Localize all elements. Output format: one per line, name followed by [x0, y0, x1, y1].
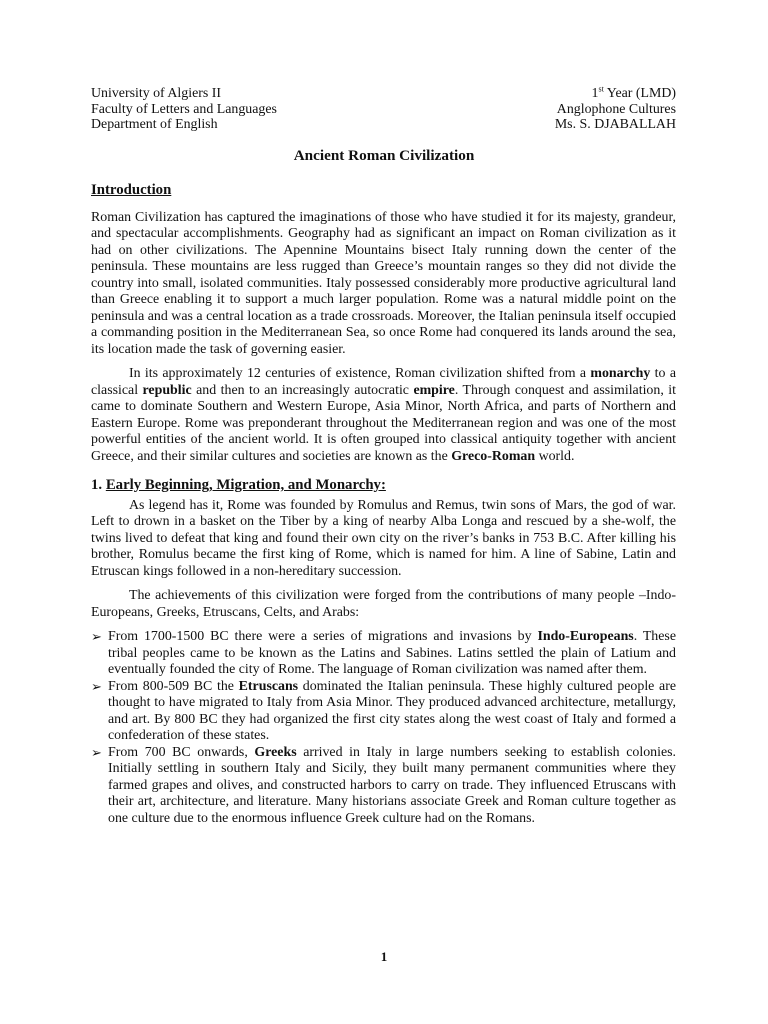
arrow-bullet-icon: ➢: [91, 744, 102, 760]
department-name: Department of English: [91, 117, 218, 132]
page-number: 1: [380, 949, 388, 964]
list-item: [91, 629, 676, 679]
bold-term: monarchy: [590, 366, 651, 381]
year-label: [592, 86, 676, 102]
section-1-paragraph-2: The achievements of this civilization were forged from the contributions of many people –Indo-Europeans, Greeks, Etruscans, Celts, and Arabs:: [91, 588, 676, 620]
text-run: From 1700-1500 BC there were a series of migrations and invasions by: [108, 629, 538, 644]
text-run: dominated the Italian peninsula. These highly cultured people are thought to have migrated to Italy from Asia Minor. They produced advanced architecture, metallurgy, and art. By 800 BC they had organized the first city states along the west coast of Italy and formed a confederation of these states.: [108, 678, 676, 743]
bold-term: Greco-Roman: [451, 448, 536, 464]
text-run: arrived in Italy in large numbers seeking to establish colonies. Initially settling in southern Italy and Sicily, they built many permanent communities where they farmed grapes and olives, and constructed harbors to carry on trade. They influenced Etruscans with their art, architecture, and literature. Many historians associate Greek and Roman culture together as one culture due to the enormous influence Greek culture had on the Romans.: [108, 744, 676, 826]
text-run: and then to an increasingly autocratic: [191, 382, 414, 398]
text-run: world.: [535, 448, 575, 464]
year-number: 1: [591, 86, 599, 101]
list-item: [91, 679, 676, 745]
intro-paragraph-2: [91, 366, 676, 465]
intro-heading: Introduction: [91, 182, 172, 198]
document-body: [91, 182, 676, 827]
bold-term: Etruscans: [238, 678, 299, 694]
text-run: to a classical: [91, 366, 676, 398]
document-title: Ancient Roman Civilization: [293, 147, 475, 164]
section-1-heading: [91, 477, 676, 494]
section-1-paragraph-1: As legend has it, Rome was founded by Romulus and Remus, twin sons of Mars, the god of war. Left to drown in a basket on the Tiber by a king of nearby Alba Longa and rescued by a she-wolf, the twins lived to defeat that king and found their own city on the river’s banks in 753 B.C. After killing his brother, Romulus became the first king of Rome, which is named for him. A line of Sabine, Latin and Etruscan kings followed in a non-hereditary succession.: [91, 497, 676, 579]
university-name: University of Algiers II: [91, 86, 222, 101]
section-title: Early Beginning, Migration, and Monarchy:: [105, 477, 386, 493]
list-item: [91, 745, 676, 828]
teacher-name: Ms. S. DJABALLAH: [554, 117, 676, 132]
header-row-3: [91, 117, 676, 133]
course-name: Anglophone Cultures: [556, 101, 676, 117]
faculty-name: Faculty of Letters and Languages: [91, 101, 277, 117]
section-number: 1.: [91, 477, 103, 493]
text-run: From 700 BC onwards,: [108, 744, 255, 760]
arrow-bullet-icon: ➢: [91, 678, 102, 694]
text-run: In its approximately 12 centuries of existence, Roman civilization shifted from a: [129, 366, 591, 381]
header-row-1: [91, 86, 676, 102]
year-ordinal: st: [598, 84, 604, 94]
text-run: . Through conquest and assimilation, it came to dominate Southern and Western Europe, Asia Minor, North Africa, and parts of Northern and Eastern Europe. Rome was preponderant throughout the Mediterranean region and was one of the most powerful entities of the ancient world. It is often grouped into classical antiquity together with ancient Greece, and their similar cultures and societies are known as the: [91, 382, 676, 464]
header-row-2: [91, 102, 676, 118]
arrow-bullet-icon: ➢: [91, 629, 102, 644]
bold-term: Indo-Europeans: [537, 629, 634, 644]
bold-term: Greeks: [254, 744, 297, 760]
bold-term: empire: [413, 382, 455, 398]
intro-paragraph-1: Roman Civilization has captured the imaginations of those who have studied it for its majesty, grandeur, and spectacular accomplishments. Geography had as significant an impact on Roman civilization as it had on other civilizations. The Apennine Mountains bisect Italy running down the center of the peninsula. These mountains are less rugged than Greece’s mountain ranges so they did not divide the country into small, isolated communities. Italy possessed considerably more productive agricultural land than Greece enabling it to support a much larger population. Rome was a natural middle point on the peninsula and was a central location as a trade crossroads. Moreover, the Italian peninsula itself occupied a commanding position in the Mediterranean Sea, so once Rome had conquered its lands around the sea, its location made the task of governing easier.: [91, 209, 676, 357]
text-run: From 800-509 BC the: [108, 678, 239, 694]
migration-list: [91, 629, 676, 827]
year-rest: Year (LMD): [603, 86, 676, 101]
bold-term: republic: [142, 382, 192, 398]
document-header: [91, 86, 676, 133]
text-run: . These tribal peoples came to be known as the Latins and Sabines. Latins settled the plain of Latium and eventually founded the city of Rome. The language of Roman civilization was named after them.: [108, 629, 676, 677]
